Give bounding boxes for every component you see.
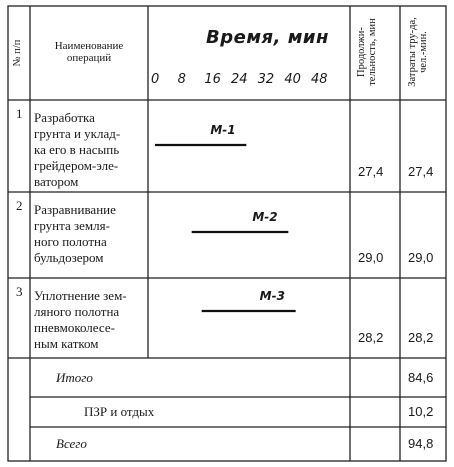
total-value: 84,6 xyxy=(408,369,434,385)
bar-label: М-1 xyxy=(210,123,236,137)
total-label: Всего xyxy=(56,436,87,451)
total-label: ПЗР и отдых xyxy=(84,404,155,419)
total-value: 94,8 xyxy=(408,436,434,451)
labor-value: 27,4 xyxy=(408,164,434,179)
duration-value: 27,4 xyxy=(358,164,384,179)
operation-name-line: бульдозером xyxy=(34,250,104,265)
operation-name-line: ным катком xyxy=(34,336,99,351)
row-number: 3 xyxy=(16,284,23,299)
operation-name-line: ватором xyxy=(34,174,79,189)
labor-value: 28,2 xyxy=(408,330,434,345)
header-num: № п/п xyxy=(12,39,23,67)
header-duration: Продолжи-тельность, мин xyxy=(356,18,378,86)
total-value: 10,2 xyxy=(408,404,434,419)
operation-name-line: грейдером-эле- xyxy=(34,158,119,173)
operation-name-line: ного полотна xyxy=(34,234,107,249)
tick-label: 8 xyxy=(177,72,186,87)
tick-label: 0 xyxy=(151,72,160,87)
tick-label: 16 xyxy=(204,72,221,87)
header-name-text: Наименование операций xyxy=(54,40,124,64)
header-time: Время, мин xyxy=(206,27,329,48)
operation-name-line: грунта земля- xyxy=(34,218,110,233)
operation-name-line: ка его в насыпь xyxy=(34,142,120,157)
row-number: 2 xyxy=(16,198,23,213)
duration-value: 28,2 xyxy=(358,330,384,345)
tick-label: 40 xyxy=(284,72,301,87)
operation-name-line: Разравнивание xyxy=(34,202,116,217)
row-number: 1 xyxy=(16,106,23,121)
operation-name-line: пневмоколесе- xyxy=(34,320,115,335)
duration-value: 29,0 xyxy=(358,250,384,265)
tick-label: 48 xyxy=(311,72,328,87)
bar-label: М-3 xyxy=(259,289,285,303)
operation-name-line: Уплотнение зем- xyxy=(34,288,127,303)
operation-name-line: грунта и уклад- xyxy=(34,126,121,141)
operation-name-line: Разработка xyxy=(34,110,95,125)
tick-label: 32 xyxy=(257,72,275,87)
operation-name-line: ляного полотна xyxy=(34,304,120,319)
header-labor: Затраты тру-да, чел.-мин. xyxy=(407,17,429,87)
labor-value: 29,0 xyxy=(408,250,434,265)
tick-label: 24 xyxy=(231,72,248,87)
total-label: Итого xyxy=(56,369,93,385)
bar-label: М-2 xyxy=(252,210,278,224)
header-name xyxy=(34,40,144,64)
